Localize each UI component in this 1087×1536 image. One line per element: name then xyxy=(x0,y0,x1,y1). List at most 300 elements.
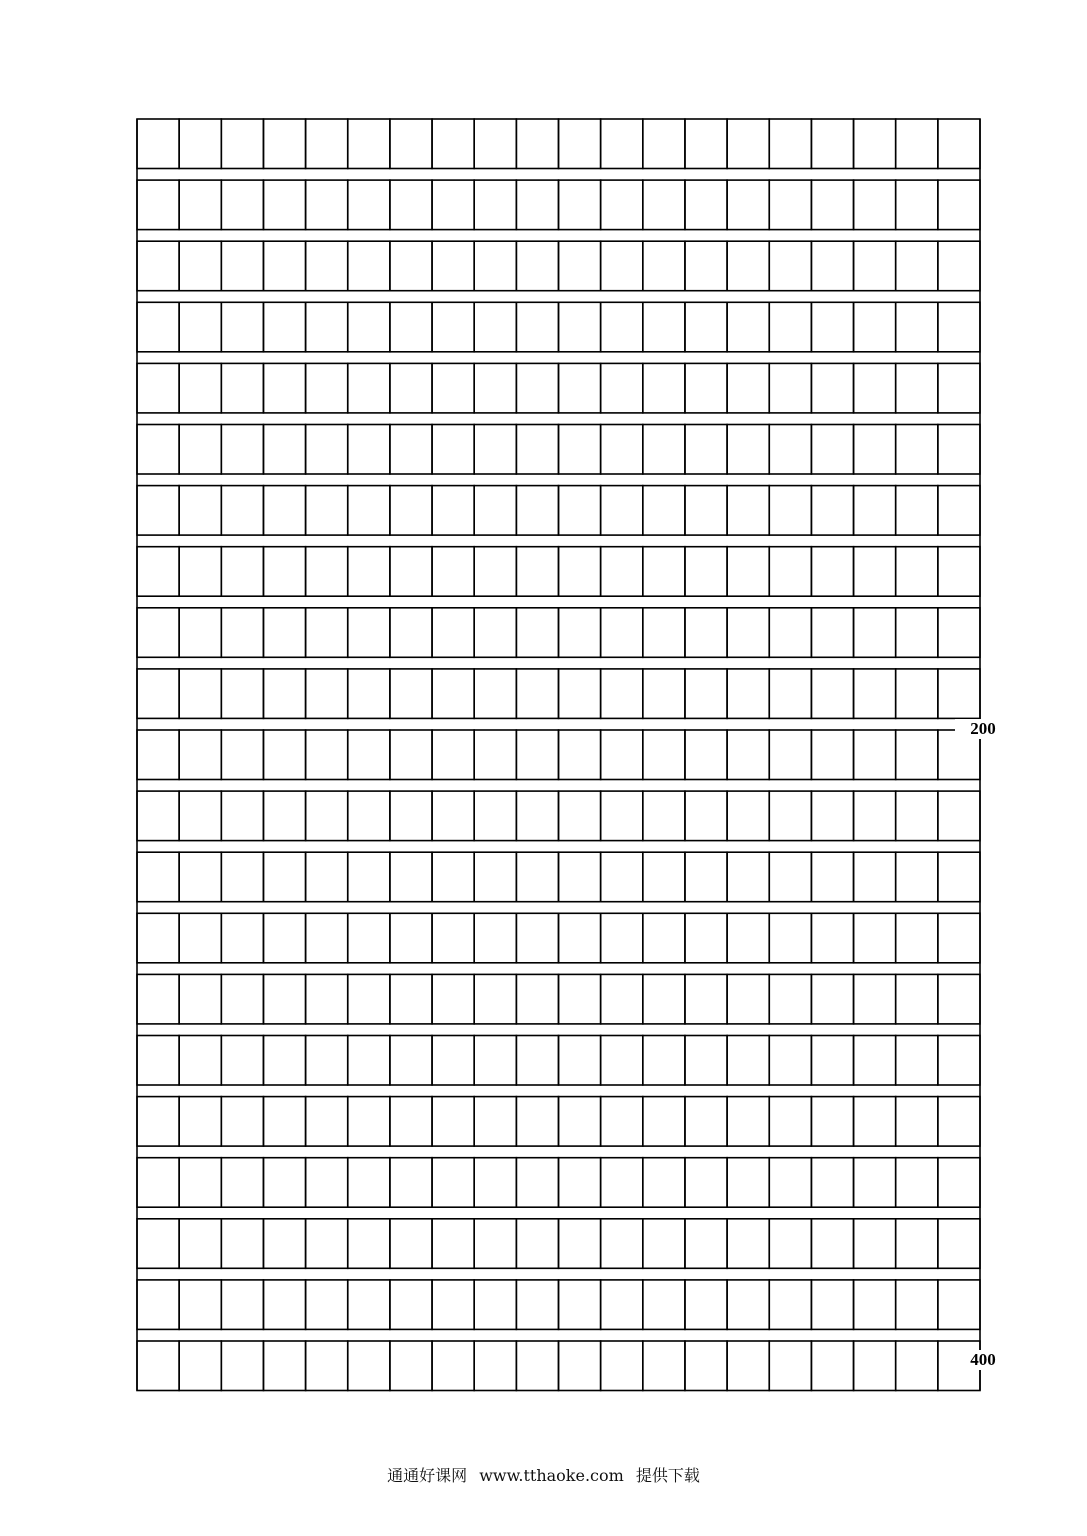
grid-cell xyxy=(643,486,685,535)
grid-cell xyxy=(516,302,558,352)
grid-cell xyxy=(390,608,432,658)
grid-cell xyxy=(601,1036,643,1086)
grid-cell xyxy=(306,425,348,475)
grid-cell xyxy=(263,1036,305,1086)
grid-cell xyxy=(727,1158,769,1208)
grid-cell xyxy=(263,608,305,658)
grid-cell xyxy=(643,669,685,719)
grid-cell xyxy=(516,791,558,841)
grid-cell xyxy=(769,852,811,902)
grid-cell xyxy=(896,791,938,841)
grid-cell xyxy=(137,1341,179,1391)
grid-cell xyxy=(643,1036,685,1086)
grid-cell xyxy=(263,547,305,597)
grid-cell xyxy=(727,302,769,352)
grid-cell xyxy=(306,1341,348,1391)
grid-cell xyxy=(896,241,938,291)
grid-cell xyxy=(938,119,980,169)
page-footer xyxy=(0,1463,1087,1486)
grid-cell xyxy=(263,1341,305,1391)
grid-cell xyxy=(516,180,558,230)
grid-cell xyxy=(601,363,643,413)
grid-cell xyxy=(137,852,179,902)
grid-cell xyxy=(559,547,601,597)
grid-cell xyxy=(432,1341,474,1391)
grid-cell xyxy=(221,486,263,535)
grid-cell xyxy=(432,1280,474,1330)
grid-cell xyxy=(938,425,980,475)
grid-cell xyxy=(348,730,390,780)
grid-cell xyxy=(348,119,390,169)
grid-cell xyxy=(474,547,516,597)
grid-cell xyxy=(348,1280,390,1330)
grid-cell xyxy=(390,730,432,780)
grid-cell xyxy=(559,669,601,719)
grid-cell xyxy=(896,1158,938,1208)
grid-cell xyxy=(432,1219,474,1269)
grid-cell xyxy=(221,363,263,413)
grid-cell xyxy=(938,974,980,1024)
grid-cell xyxy=(432,852,474,902)
grid-cell xyxy=(516,363,558,413)
grid-cell xyxy=(938,1097,980,1147)
grid-cell xyxy=(769,425,811,475)
grid-cell xyxy=(896,1097,938,1147)
grid-cell xyxy=(854,913,896,963)
grid-cell xyxy=(811,241,853,291)
grid-cell xyxy=(221,119,263,169)
grid-cell xyxy=(179,1036,221,1086)
grid-cell xyxy=(769,363,811,413)
grid-cell xyxy=(727,1280,769,1330)
grid-cell xyxy=(390,1097,432,1147)
grid-cell xyxy=(643,1341,685,1391)
grid-cell xyxy=(263,302,305,352)
grid-cell xyxy=(559,913,601,963)
grid-row xyxy=(137,1280,980,1330)
grid-cell xyxy=(179,1341,221,1391)
grid-cell xyxy=(390,425,432,475)
grid-cell xyxy=(896,669,938,719)
grid-cell xyxy=(811,1158,853,1208)
grid-cell xyxy=(306,363,348,413)
grid-cell xyxy=(137,1097,179,1147)
grid-cell xyxy=(179,547,221,597)
grid-cell xyxy=(685,425,727,475)
grid-cell xyxy=(348,1097,390,1147)
grid-cell xyxy=(896,974,938,1024)
grid-cell xyxy=(811,1219,853,1269)
grid-cell xyxy=(306,913,348,963)
grid-cell xyxy=(474,608,516,658)
grid-cell xyxy=(179,302,221,352)
grid-cell xyxy=(559,1341,601,1391)
grid-cell xyxy=(727,119,769,169)
grid-cell xyxy=(348,1219,390,1269)
grid-cell xyxy=(179,852,221,902)
grid-cell xyxy=(306,241,348,291)
grid-cell xyxy=(263,730,305,780)
grid-cell xyxy=(643,425,685,475)
grid-cell xyxy=(432,486,474,535)
grid-cell xyxy=(896,608,938,658)
grid-cell xyxy=(137,241,179,291)
grid-cell xyxy=(516,241,558,291)
grid-cell xyxy=(137,1158,179,1208)
grid-cell xyxy=(221,241,263,291)
grid-cell xyxy=(727,608,769,658)
grid-row xyxy=(137,180,980,230)
grid-cell xyxy=(643,547,685,597)
grid-cell xyxy=(559,241,601,291)
grid-cell xyxy=(643,241,685,291)
grid-cell xyxy=(348,180,390,230)
grid-cell xyxy=(769,241,811,291)
grid-row xyxy=(137,1097,980,1147)
grid-cell xyxy=(179,119,221,169)
grid-cell xyxy=(432,913,474,963)
grid-cell xyxy=(221,547,263,597)
grid-cell xyxy=(263,1280,305,1330)
grid-cell xyxy=(179,913,221,963)
grid-cell xyxy=(390,791,432,841)
grid-cell xyxy=(643,1280,685,1330)
grid-cell xyxy=(390,669,432,719)
grid-cell xyxy=(727,180,769,230)
grid-cell xyxy=(685,791,727,841)
grid-cell xyxy=(601,547,643,597)
grid-cell xyxy=(221,1341,263,1391)
grid-cell xyxy=(390,1036,432,1086)
grid-cell xyxy=(811,302,853,352)
grid-cell xyxy=(769,1219,811,1269)
grid-cell xyxy=(474,669,516,719)
grid-cell xyxy=(559,730,601,780)
grid-row xyxy=(137,608,980,658)
grid-cell xyxy=(938,241,980,291)
grid-cell xyxy=(938,1280,980,1330)
grid-cell xyxy=(854,1158,896,1208)
grid-cell xyxy=(559,1219,601,1269)
grid-cell xyxy=(685,180,727,230)
grid-cell xyxy=(306,1280,348,1330)
grid-cell xyxy=(559,486,601,535)
grid-cell xyxy=(685,852,727,902)
grid-cell xyxy=(390,119,432,169)
grid-cell xyxy=(137,1219,179,1269)
grid-cell xyxy=(516,913,558,963)
grid-row xyxy=(137,1341,980,1391)
grid-row xyxy=(137,974,980,1024)
grid-cell xyxy=(306,1219,348,1269)
grid-cell xyxy=(221,913,263,963)
grid-cell xyxy=(685,974,727,1024)
grid-cell xyxy=(896,852,938,902)
grid-cell xyxy=(643,974,685,1024)
grid-cell xyxy=(601,974,643,1024)
grid-cell xyxy=(137,1280,179,1330)
grid-cell xyxy=(896,1219,938,1269)
grid-cell xyxy=(643,180,685,230)
grid-cell xyxy=(263,1158,305,1208)
grid-cell xyxy=(432,791,474,841)
grid-cell xyxy=(769,974,811,1024)
grid-cell xyxy=(474,302,516,352)
grid-cell xyxy=(516,1280,558,1330)
grid-cell xyxy=(516,1097,558,1147)
grid-cell xyxy=(348,547,390,597)
grid-cell xyxy=(432,547,474,597)
grid-cell xyxy=(896,486,938,535)
grid-cell xyxy=(474,1341,516,1391)
grid-cell xyxy=(221,302,263,352)
grid-cell xyxy=(854,852,896,902)
grid-cell xyxy=(263,425,305,475)
grid-cell xyxy=(601,302,643,352)
grid-cell xyxy=(643,1158,685,1208)
grid-cell xyxy=(432,119,474,169)
grid-cell xyxy=(854,1097,896,1147)
grid-cell xyxy=(348,302,390,352)
grid-row xyxy=(137,486,980,535)
grid-cell xyxy=(474,1158,516,1208)
grid-cell xyxy=(559,974,601,1024)
grid-cell xyxy=(854,547,896,597)
grid-cell xyxy=(685,1341,727,1391)
grid-cell xyxy=(263,180,305,230)
grid-cell xyxy=(685,1280,727,1330)
grid-cell xyxy=(221,1097,263,1147)
grid-cell xyxy=(432,1036,474,1086)
grid-cell xyxy=(601,241,643,291)
grid-row xyxy=(137,119,980,169)
grid-cell xyxy=(306,852,348,902)
grid-cell xyxy=(601,852,643,902)
grid-cell xyxy=(727,1219,769,1269)
grid-cell xyxy=(938,486,980,535)
grid-cell xyxy=(263,974,305,1024)
grid-cell xyxy=(137,669,179,719)
grid-row xyxy=(137,730,980,780)
grid-row xyxy=(137,852,980,902)
grid-cell xyxy=(643,302,685,352)
grid-cell xyxy=(516,1036,558,1086)
grid-cell xyxy=(896,913,938,963)
grid-cell xyxy=(938,363,980,413)
grid-cell xyxy=(474,1280,516,1330)
grid-cell xyxy=(432,1158,474,1208)
grid-cell xyxy=(306,608,348,658)
grid-cell xyxy=(263,241,305,291)
grid-cell xyxy=(685,302,727,352)
grid-cell xyxy=(643,119,685,169)
grid-cell xyxy=(432,608,474,658)
grid-cell xyxy=(896,180,938,230)
grid-cell xyxy=(769,119,811,169)
grid-cell xyxy=(221,974,263,1024)
grid-cell xyxy=(811,486,853,535)
footer-site-name: 通通好课网 xyxy=(387,1466,468,1485)
grid-cell xyxy=(179,1097,221,1147)
grid-cell xyxy=(727,852,769,902)
grid-row xyxy=(137,241,980,291)
grid-cell xyxy=(474,119,516,169)
grid-cell xyxy=(179,974,221,1024)
grid-cell xyxy=(811,669,853,719)
grid-cell xyxy=(769,1036,811,1086)
grid-cell xyxy=(601,669,643,719)
grid-cell xyxy=(854,730,896,780)
grid-cell xyxy=(811,180,853,230)
grid-cell xyxy=(811,608,853,658)
grid-cell xyxy=(263,1097,305,1147)
grid-cell xyxy=(432,241,474,291)
grid-cell xyxy=(854,1280,896,1330)
grid-cell xyxy=(601,913,643,963)
grid-cell xyxy=(348,913,390,963)
grid-cell xyxy=(221,730,263,780)
grid-cell xyxy=(769,730,811,780)
grid-cell xyxy=(896,547,938,597)
grid-cell xyxy=(221,669,263,719)
grid-cell xyxy=(390,1219,432,1269)
grid-cell xyxy=(811,1097,853,1147)
footer-url[interactable]: www.tthaoke.com xyxy=(479,1466,624,1485)
grid-cell xyxy=(474,791,516,841)
grid-cell xyxy=(306,486,348,535)
grid-cell xyxy=(474,1097,516,1147)
grid-cell xyxy=(896,363,938,413)
grid-cell xyxy=(938,180,980,230)
grid-cell xyxy=(306,180,348,230)
grid-cell xyxy=(685,1036,727,1086)
grid-cell xyxy=(811,1036,853,1086)
grid-cell xyxy=(854,791,896,841)
grid-cell xyxy=(516,852,558,902)
grid-row xyxy=(137,425,980,475)
grid-cell xyxy=(811,852,853,902)
grid-cell xyxy=(516,1341,558,1391)
grid-cell xyxy=(854,241,896,291)
grid-cell xyxy=(306,730,348,780)
grid-cell xyxy=(559,791,601,841)
grid-cell xyxy=(559,1097,601,1147)
grid-cell xyxy=(854,1219,896,1269)
grid-cell xyxy=(390,302,432,352)
grid-cell xyxy=(685,363,727,413)
grid-cell xyxy=(643,791,685,841)
grid-cell xyxy=(685,669,727,719)
grid-cell xyxy=(854,669,896,719)
grid-cell xyxy=(601,119,643,169)
grid-cell xyxy=(727,547,769,597)
grid-cell xyxy=(306,1036,348,1086)
grid-cell xyxy=(896,1036,938,1086)
grid-cell xyxy=(474,241,516,291)
grid-cell xyxy=(643,913,685,963)
grid-cell xyxy=(559,1280,601,1330)
grid-cell xyxy=(769,302,811,352)
grid-cell xyxy=(938,1158,980,1208)
grid-cell xyxy=(559,1036,601,1086)
grid-cell xyxy=(769,547,811,597)
grid-cell xyxy=(390,1280,432,1330)
grid-cell xyxy=(601,1341,643,1391)
grid-cell xyxy=(559,852,601,902)
grid-cell xyxy=(306,547,348,597)
grid-cell xyxy=(601,180,643,230)
grid-cell xyxy=(769,486,811,535)
grid-cell xyxy=(474,913,516,963)
grid-cell xyxy=(643,1097,685,1147)
grid-cell xyxy=(137,1036,179,1086)
grid-cell xyxy=(137,486,179,535)
grid-cell xyxy=(137,913,179,963)
grid-cell xyxy=(306,119,348,169)
grid-cell xyxy=(559,608,601,658)
grid-cell xyxy=(263,119,305,169)
grid-cell xyxy=(390,486,432,535)
grid-cell xyxy=(221,425,263,475)
grid-cell xyxy=(179,425,221,475)
grid-cell xyxy=(348,791,390,841)
grid-cell xyxy=(811,791,853,841)
grid-cell xyxy=(643,730,685,780)
grid-cell xyxy=(137,974,179,1024)
grid-cell xyxy=(137,608,179,658)
grid-cell xyxy=(769,1097,811,1147)
grid-cell xyxy=(474,974,516,1024)
grid-cell xyxy=(727,1341,769,1391)
grid-row xyxy=(137,547,980,597)
grid-cell xyxy=(896,730,938,780)
grid-cell xyxy=(221,852,263,902)
grid-cell xyxy=(221,1219,263,1269)
grid-cell xyxy=(854,974,896,1024)
grid-cell xyxy=(348,486,390,535)
grid-cell xyxy=(685,608,727,658)
grid-cell xyxy=(348,1341,390,1391)
grid-cell xyxy=(601,1219,643,1269)
grid-cell xyxy=(685,241,727,291)
grid-cell xyxy=(432,302,474,352)
grid-cell xyxy=(601,791,643,841)
grid-cell xyxy=(854,302,896,352)
grid-cell xyxy=(685,547,727,597)
grid-cell xyxy=(348,241,390,291)
grid-cell xyxy=(938,913,980,963)
grid-cell xyxy=(348,608,390,658)
grid-cell xyxy=(432,363,474,413)
grid-cell xyxy=(854,425,896,475)
grid-cell xyxy=(432,974,474,1024)
grid-row xyxy=(137,1219,980,1269)
grid-cell xyxy=(854,1036,896,1086)
grid-cell xyxy=(938,608,980,658)
grid-cell xyxy=(854,180,896,230)
grid-cell xyxy=(769,669,811,719)
grid-cell xyxy=(938,1036,980,1086)
grid-cell xyxy=(896,119,938,169)
grid-cell xyxy=(474,730,516,780)
grid-cell xyxy=(811,974,853,1024)
grid-cell xyxy=(516,1219,558,1269)
grid-cell xyxy=(727,791,769,841)
grid-cell xyxy=(221,791,263,841)
grid-cell xyxy=(854,608,896,658)
grid-row xyxy=(137,1158,980,1208)
grid-cell xyxy=(348,1036,390,1086)
